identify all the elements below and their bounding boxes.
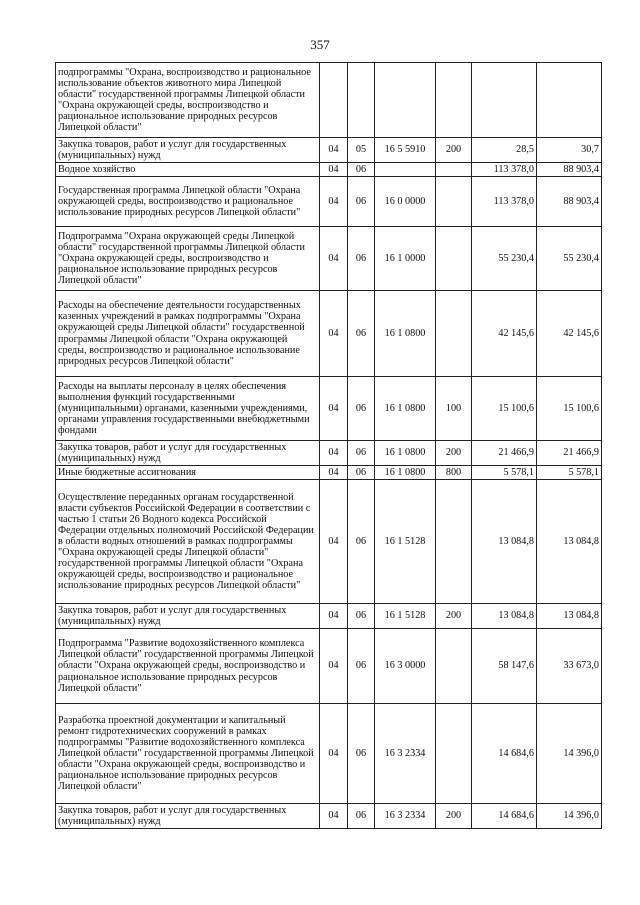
target-article-cell: 16 1 0800 [375, 441, 436, 466]
target-article-cell: 16 1 5128 [375, 604, 436, 629]
row-name-cell: подпрограммы "Охрана, воспроизводство и рациональное использование объектов животного мира Липецкой области" государственной программы Липецкой области "Охрана окружающей среды, воспроизводство и рациональное использование природных ресурсов Липецкой области" [56, 63, 320, 138]
amount-year2-cell: 13 084,8 [537, 604, 602, 629]
section-code-cell: 04 [320, 291, 348, 377]
section-code-cell: 04 [320, 163, 348, 177]
expense-type-cell: 800 [436, 466, 472, 480]
subsection-code-cell: 05 [348, 138, 375, 163]
table-row [56, 227, 602, 291]
table-row [56, 480, 602, 604]
row-name-cell: Закупка товаров, работ и услуг для государственных (муниципальных) нужд [56, 138, 320, 163]
row-name-cell: Государственная программа Липецкой области "Охрана окружающей среды, воспроизводство и рациональное использование природных ресурсов Липецкой области" [56, 177, 320, 227]
subsection-code-cell: 06 [348, 441, 375, 466]
budget-table [55, 62, 602, 829]
subsection-code-cell: 06 [348, 377, 375, 441]
target-article-cell: 16 0 0000 [375, 177, 436, 227]
table-row [56, 377, 602, 441]
subsection-code-cell: 06 [348, 163, 375, 177]
target-article-cell: 16 3 0000 [375, 629, 436, 704]
section-code-cell: 04 [320, 377, 348, 441]
row-name-cell: Расходы на выплаты персоналу в целях обеспечения выполнения функций государственными (муниципальными) органами, казенными учреждениями, органами управления государственными внебюджетными фондами [56, 377, 320, 441]
section-code-cell: 04 [320, 604, 348, 629]
amount-year2-cell: 30,7 [537, 138, 602, 163]
expense-type-cell [436, 704, 472, 804]
expense-type-cell [436, 163, 472, 177]
expense-type-cell: 200 [436, 604, 472, 629]
target-article-cell: 16 3 2334 [375, 804, 436, 829]
amount-year2-cell: 21 466,9 [537, 441, 602, 466]
table-row [56, 466, 602, 480]
subsection-code-cell: 06 [348, 804, 375, 829]
target-article-cell [375, 63, 436, 138]
amount-year2-cell: 14 396,0 [537, 704, 602, 804]
row-name-cell: Закупка товаров, работ и услуг для государственных (муниципальных) нужд [56, 804, 320, 829]
subsection-code-cell: 06 [348, 480, 375, 604]
amount-year1-cell: 14 684,6 [472, 704, 537, 804]
subsection-code-cell: 06 [348, 604, 375, 629]
section-code-cell: 04 [320, 441, 348, 466]
table-row [56, 163, 602, 177]
section-code-cell: 04 [320, 466, 348, 480]
amount-year2-cell: 33 673,0 [537, 629, 602, 704]
expense-type-cell [436, 629, 472, 704]
expense-type-cell [436, 177, 472, 227]
section-code-cell: 04 [320, 629, 348, 704]
section-code-cell: 04 [320, 704, 348, 804]
table-row [56, 804, 602, 829]
table-row [56, 604, 602, 629]
amount-year2-cell: 42 145,6 [537, 291, 602, 377]
amount-year1-cell: 21 466,9 [472, 441, 537, 466]
row-name-cell: Закупка товаров, работ и услуг для государственных (муниципальных) нужд [56, 441, 320, 466]
row-name-cell: Подпрограмма "Охрана окружающей среды Липецкой области" государственной программы Липецкой области "Охрана окружающей среды, воспроизводство и рациональное использование природных ресурсов Липецкой области" [56, 227, 320, 291]
target-article-cell [375, 163, 436, 177]
amount-year1-cell: 113 378,0 [472, 163, 537, 177]
section-code-cell [320, 63, 348, 138]
section-code-cell: 04 [320, 177, 348, 227]
section-code-cell: 04 [320, 480, 348, 604]
amount-year2-cell [537, 63, 602, 138]
amount-year1-cell [472, 63, 537, 138]
row-name-cell: Подпрограмма "Развитие водохозяйственного комплекса Липецкой области" государственной программы Липецкой области "Охрана окружающей среды, воспроизводство и рациональное использование природных ресурсов Липецкой области" [56, 629, 320, 704]
target-article-cell: 16 1 0000 [375, 227, 436, 291]
amount-year1-cell: 13 084,8 [472, 480, 537, 604]
row-name-cell: Разработка проектной документации и капитальный ремонт гидротехнических сооружений в рамках подпрограммы "Развитие водохозяйственного комплекса Липецкой области" государственной программы Липецкой области "Охрана окружающей среды, воспроизводство и рациональное использование природных ресурсов Липецкой области" [56, 704, 320, 804]
table-row [56, 291, 602, 377]
section-code-cell: 04 [320, 138, 348, 163]
amount-year2-cell: 88 903,4 [537, 163, 602, 177]
amount-year2-cell: 14 396,0 [537, 804, 602, 829]
subsection-code-cell: 06 [348, 466, 375, 480]
amount-year1-cell: 42 145,6 [472, 291, 537, 377]
expense-type-cell: 200 [436, 138, 472, 163]
target-article-cell: 16 1 0800 [375, 291, 436, 377]
section-code-cell: 04 [320, 227, 348, 291]
table-row [56, 629, 602, 704]
row-name-cell: Расходы на обеспечение деятельности государственных казенных учреждений в рамках подпрограммы "Охрана окружающей среды Липецкой области" государственной программы Липецкой области "Охрана окружающей среды, воспроизводство и рациональное использование природных ресурсов Липецкой области" [56, 291, 320, 377]
table-row [56, 704, 602, 804]
table-row [56, 177, 602, 227]
amount-year1-cell: 13 084,8 [472, 604, 537, 629]
amount-year1-cell: 5 578,1 [472, 466, 537, 480]
section-code-cell: 04 [320, 804, 348, 829]
subsection-code-cell: 06 [348, 227, 375, 291]
subsection-code-cell: 06 [348, 291, 375, 377]
amount-year2-cell: 15 100,6 [537, 377, 602, 441]
expense-type-cell [436, 227, 472, 291]
table-body [56, 63, 602, 829]
target-article-cell: 16 1 0800 [375, 377, 436, 441]
expense-type-cell [436, 291, 472, 377]
table-row [56, 441, 602, 466]
amount-year1-cell: 28,5 [472, 138, 537, 163]
amount-year2-cell: 88 903,4 [537, 177, 602, 227]
expense-type-cell: 200 [436, 804, 472, 829]
target-article-cell: 16 1 0800 [375, 466, 436, 480]
page-number: 357 [310, 37, 330, 52]
amount-year2-cell: 55 230,4 [537, 227, 602, 291]
amount-year1-cell: 55 230,4 [472, 227, 537, 291]
subsection-code-cell: 06 [348, 177, 375, 227]
expense-type-cell [436, 480, 472, 604]
target-article-cell: 16 1 5128 [375, 480, 436, 604]
table-row [56, 63, 602, 138]
row-name-cell: Водное хозяйство [56, 163, 320, 177]
row-name-cell: Осуществление переданных органам государственной власти субъектов Российской Федерации в соответствии с частью 1 статьи 26 Водного кодекса Российской Федерации отдельных полномочий Российской Федерации в области водных отношений в рамках подпрограммы "Охрана окружающей среды Липецкой области" государственной программы Липецкой области "Охрана окружающей среды, воспроизводство и рациональное использование природных ресурсов Липецкой области" [56, 480, 320, 604]
target-article-cell: 16 5 5910 [375, 138, 436, 163]
subsection-code-cell: 06 [348, 629, 375, 704]
amount-year1-cell: 58 147,6 [472, 629, 537, 704]
expense-type-cell [436, 63, 472, 138]
subsection-code-cell: 06 [348, 704, 375, 804]
amount-year1-cell: 15 100,6 [472, 377, 537, 441]
subsection-code-cell [348, 63, 375, 138]
table-row [56, 138, 602, 163]
expense-type-cell: 200 [436, 441, 472, 466]
amount-year2-cell: 13 084,8 [537, 480, 602, 604]
row-name-cell: Закупка товаров, работ и услуг для государственных (муниципальных) нужд [56, 604, 320, 629]
target-article-cell: 16 3 2334 [375, 704, 436, 804]
amount-year1-cell: 113 378,0 [472, 177, 537, 227]
expense-type-cell: 100 [436, 377, 472, 441]
amount-year1-cell: 14 684,6 [472, 804, 537, 829]
row-name-cell: Иные бюджетные ассигнования [56, 466, 320, 480]
amount-year2-cell: 5 578,1 [537, 466, 602, 480]
